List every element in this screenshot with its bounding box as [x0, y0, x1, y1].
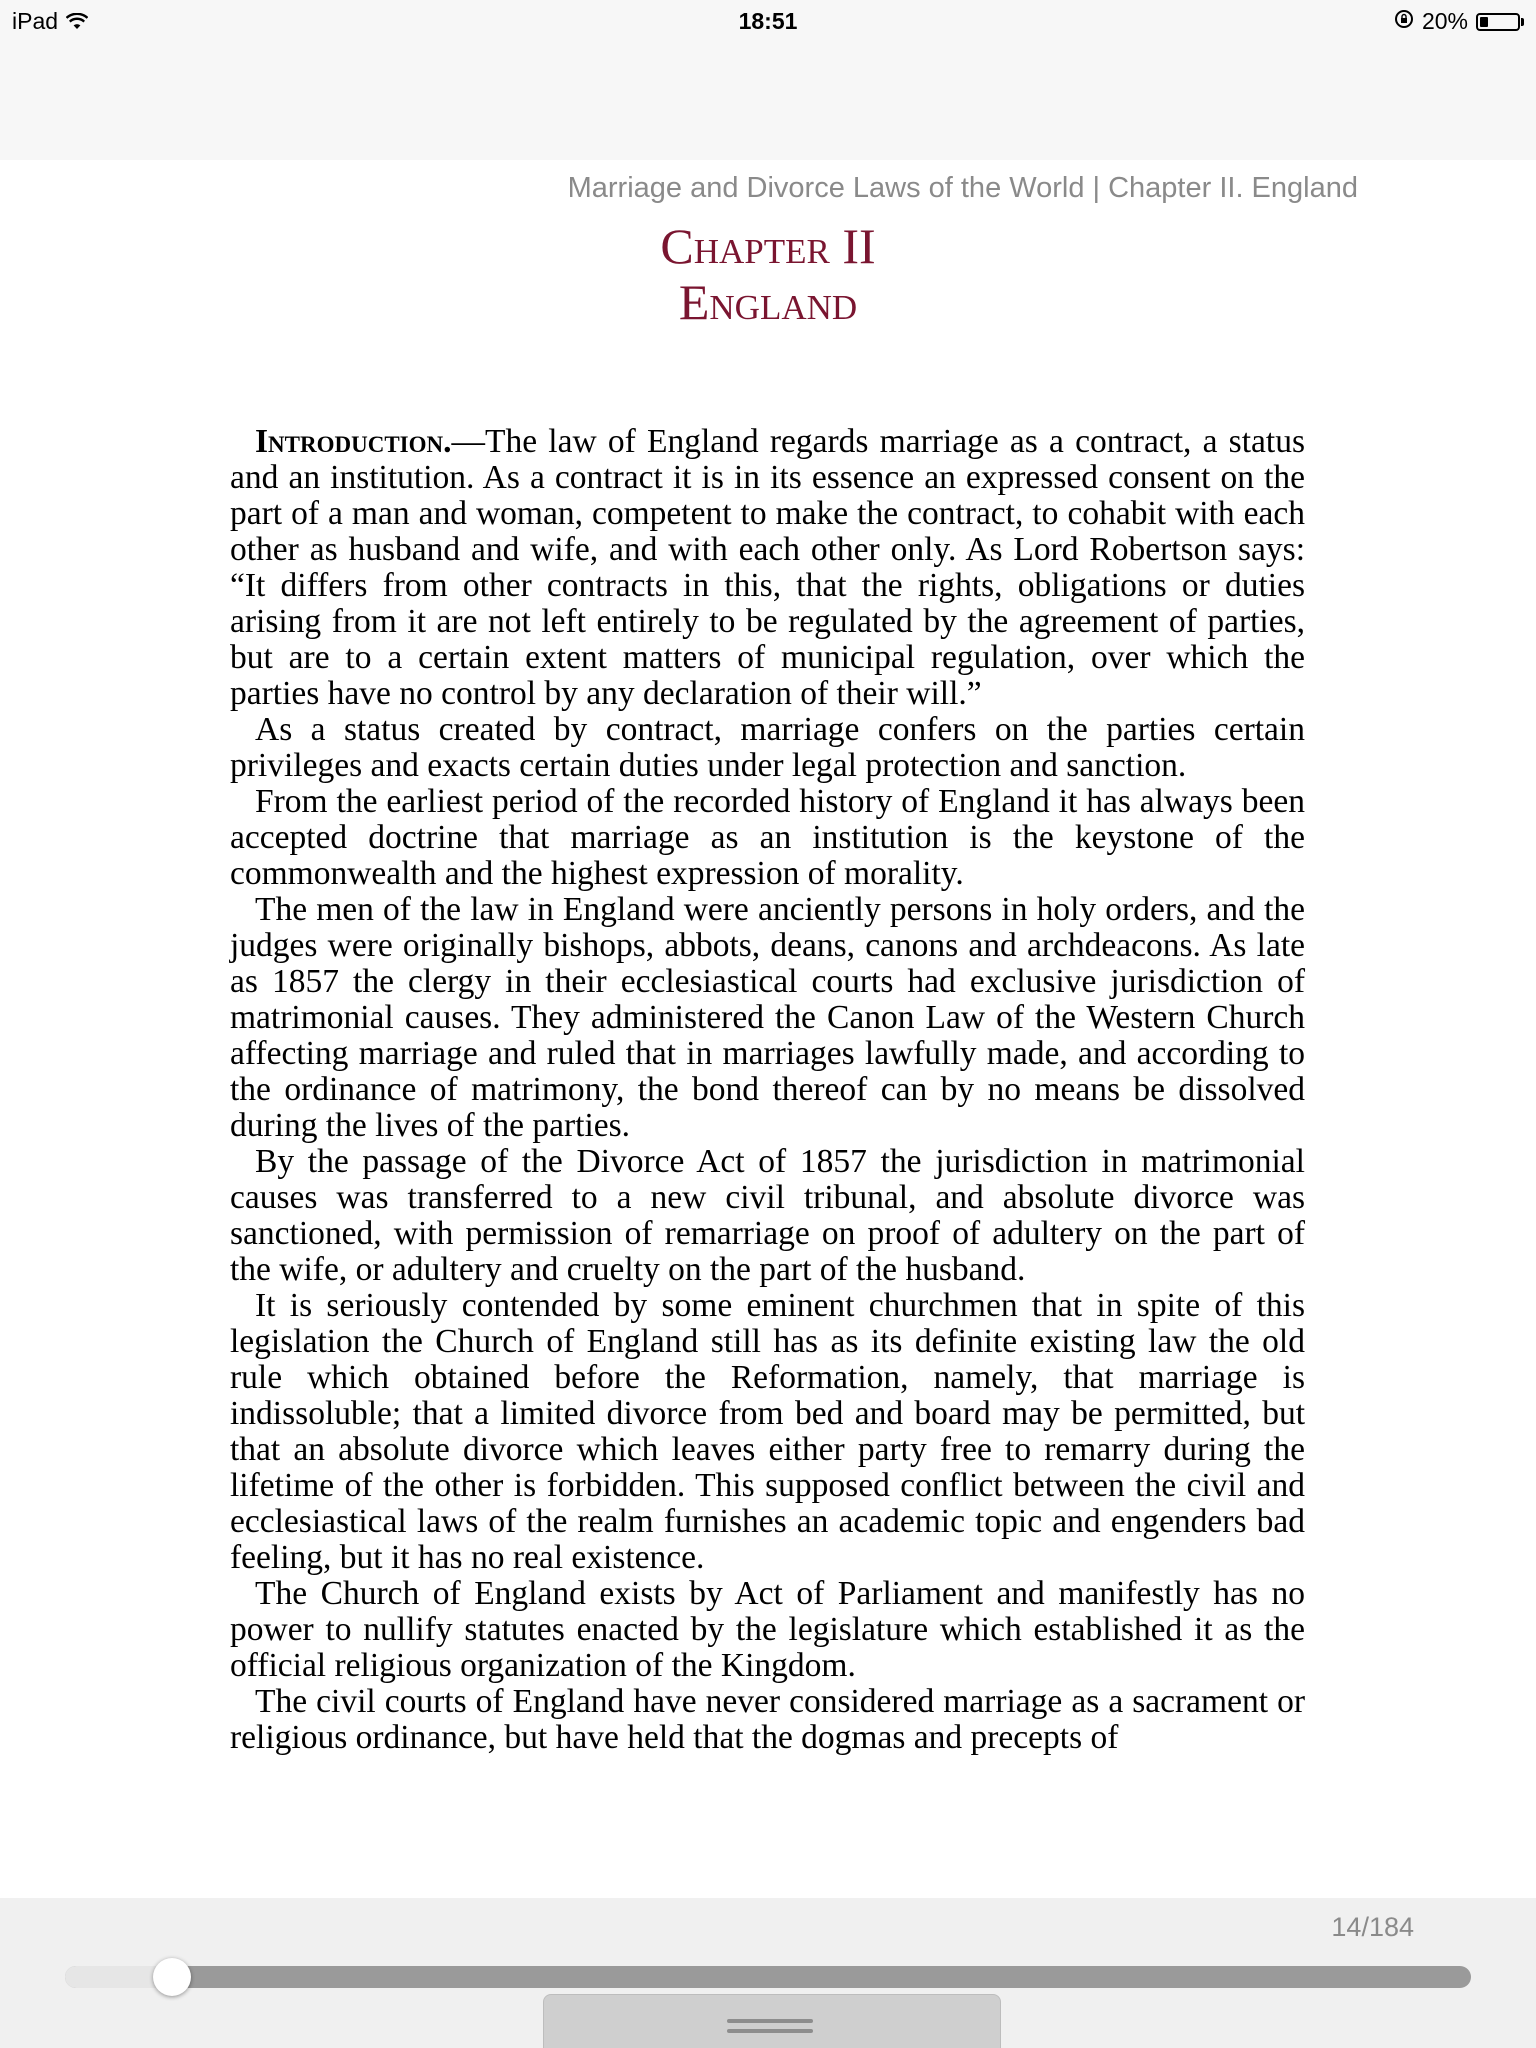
paragraph: The men of the law in England were anciently persons in holy orders, and the judges were originally bishops, abbots, deans, canons and archdeacons. As late as 1857 the clergy in their ecclesiastical courts had exclusive jurisdiction of matrimonial causes. They administered the Canon Law of the Western Church affecting marriage and ruled that in marriages lawfully made, and according to the ordinance of matrimony, the bond thereof can by no means be dissolved during the lives of the parties. — [230, 891, 1305, 1144]
page-body — [230, 424, 1305, 1756]
paragraph: By the passage of the Divorce Act of 1857 the jurisdiction in matrimonial causes was transferred to a new civil tribunal, and absolute divorce was sanctioned, with permission of remarriage on proof of adultery on the part of the wife, or adultery and cruelty on the part of the husband. — [230, 1143, 1305, 1288]
battery-icon — [1476, 13, 1524, 31]
device-name: iPad — [12, 8, 59, 34]
paragraph-text: —The law of England regards marriage as a contract, a status and an institution. As a contract it is in its essence an expressed consent on the part of a man and woman, competent to make the contract, to cohabit with each other as husband and wife, and with each other only. As Lord Robertson says: “It differs from other contracts in this, that the rights, obligations or duties arising from it are not left entirely to be regulated by the agreement of parties, but are to a certain extent matters of municipal regulation, over which the parties have no control by any declaration of their will.” — [230, 423, 1305, 712]
chapter-name: England — [678, 274, 858, 330]
status-right — [1394, 8, 1524, 35]
paragraph: The Church of England exists by Act of Parliament and manifestly has no power to nullify statutes enacted by the legislature which established it as the official religious organization of the Kingdom. — [230, 1575, 1305, 1684]
paragraph: As a status created by contract, marriage confers on the parties certain privileges and exacts certain duties under legal protection and sanction. — [230, 711, 1305, 784]
paragraph: From the earliest period of the recorded history of England it has always been accepted doctrine that marriage as an institution is the keystone of the commonwealth and the highest expression of morality. — [230, 783, 1305, 892]
rotation-lock-icon — [1394, 8, 1414, 35]
paragraph: It is seriously contended by some eminent churchmen that in spite of this legislation the Church of England still has as its definite existing law the old rule which obtained before the Reformation, namely, that marriage is indissoluble; that a limited divorce from bed and board may be permitted, but that an absolute divorce which leaves either party free to remarry during the lifetime of the other is forbidden. This supposed conflict between the civil and ecclesiastical laws of the realm furnishes an academic topic and engenders bad feeling, but it has no real existence. — [230, 1287, 1305, 1576]
status-bar — [0, 0, 1536, 160]
page-counter: 14/184 — [1331, 1912, 1414, 1942]
bottom-toolbar — [0, 1898, 1536, 2048]
chapter-title — [0, 218, 1536, 330]
page-slider-thumb[interactable] — [153, 1958, 191, 1996]
section-label: Introduction. — [255, 423, 452, 460]
battery-percent: 20% — [1421, 8, 1468, 34]
page-slider-track[interactable] — [65, 1966, 1471, 1988]
chapter-number: Chapter II — [660, 218, 876, 274]
paragraph: The civil courts of England have never considered marriage as a sacrament or religious ordinance, but have held that the dogmas and precepts of — [230, 1683, 1305, 1756]
clock: 18:51 — [738, 8, 798, 34]
grip-icon — [727, 2019, 813, 2033]
drawer-handle[interactable] — [543, 1994, 1001, 2048]
running-header: Marriage and Divorce Laws of the World | Chapter II. England — [567, 172, 1358, 204]
paragraph — [230, 424, 1305, 712]
